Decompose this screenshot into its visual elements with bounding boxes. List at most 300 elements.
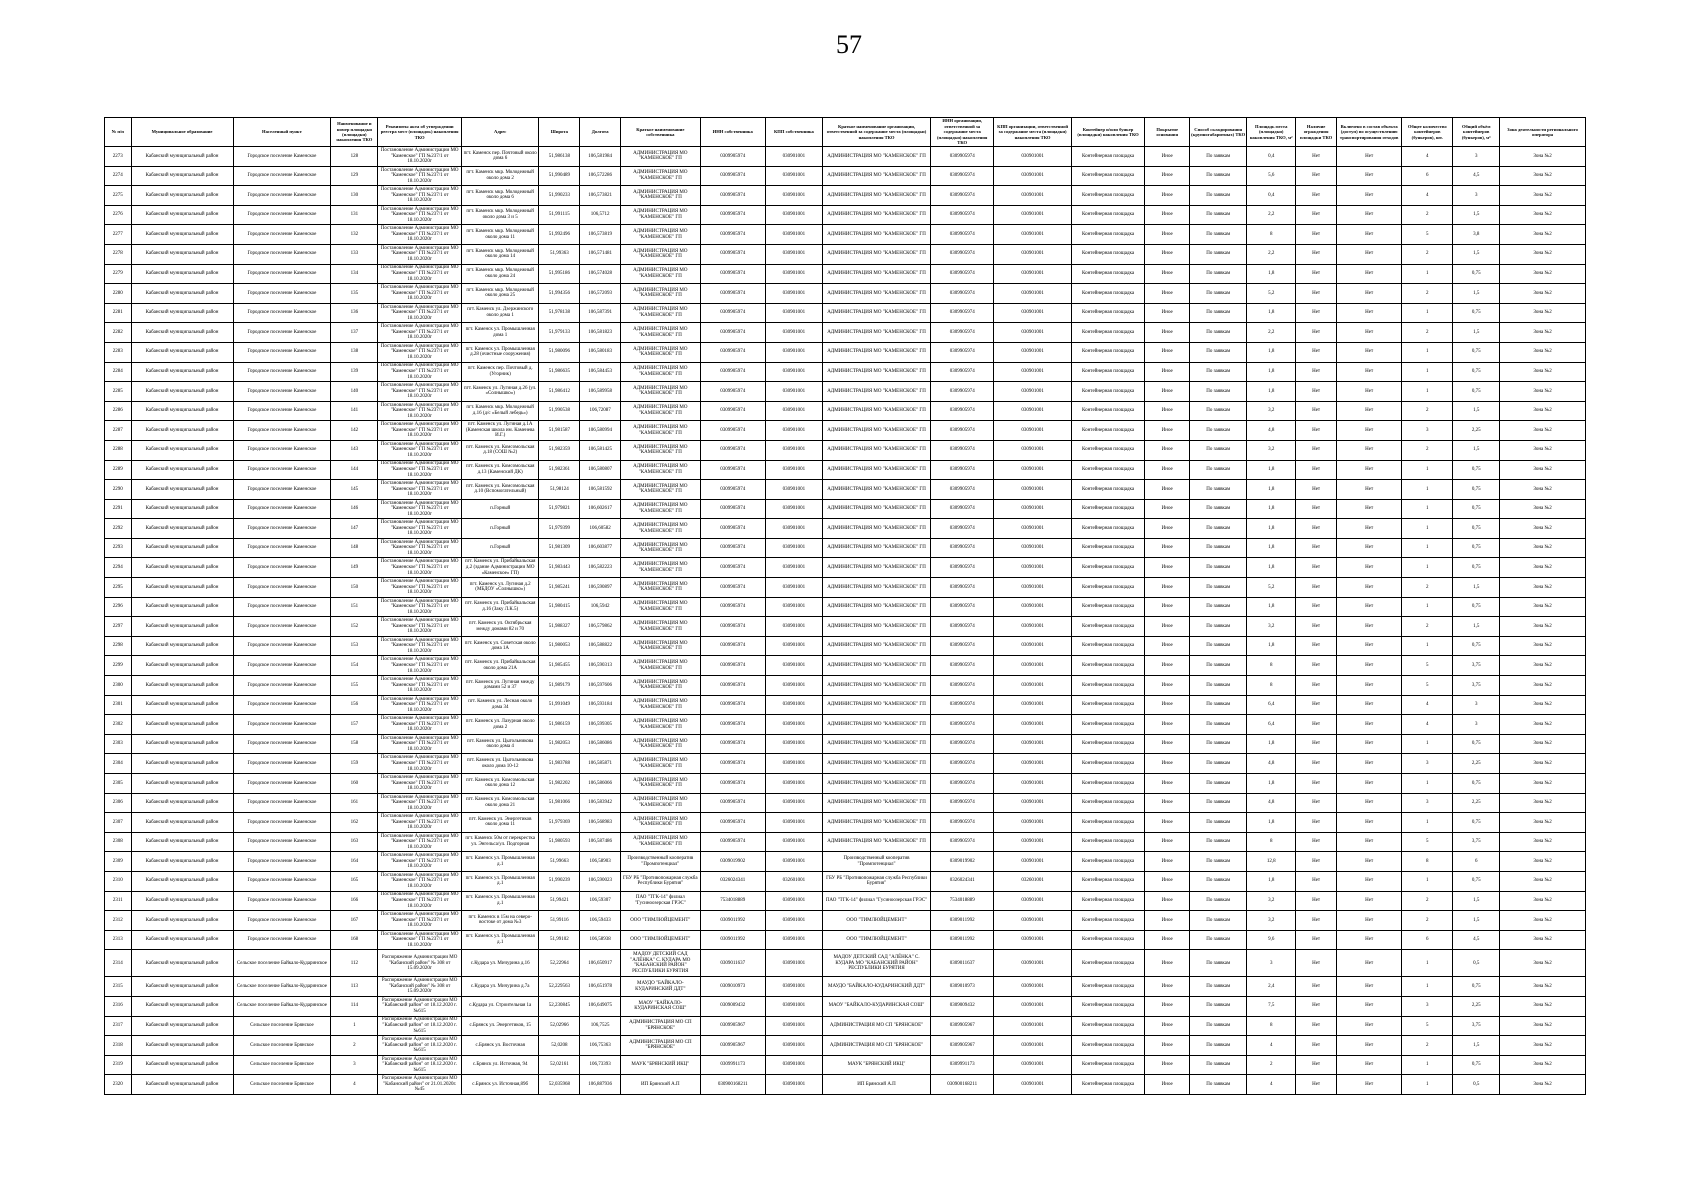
table-cell: Иное	[1145, 832, 1190, 852]
table-cell: 0309905974	[931, 734, 994, 754]
table-cell: 030901001	[765, 1016, 822, 1036]
table-cell: 030901001	[765, 676, 822, 696]
table-cell: Нет	[1337, 734, 1402, 754]
table-cell: Контейнерная площадка	[1071, 578, 1144, 598]
table-cell: 3	[1453, 186, 1500, 206]
table-cell: 030901001	[994, 147, 1072, 167]
table-row	[105, 871, 1586, 891]
table-cell: Контейнерная площадка	[1071, 597, 1144, 617]
table-cell: АДМИНИСТРАЦИЯ МО "КАМЕНСКОЕ" ГП	[621, 656, 701, 676]
table-cell: Городское поселение Каменское	[233, 656, 331, 676]
table-row	[105, 977, 1586, 997]
table-cell: 1,8	[1247, 303, 1296, 323]
table-cell: 51,990239	[539, 871, 580, 891]
table-cell: пгт. Каменск мкр. Молодежный около дома 3 и 5	[461, 205, 539, 225]
table-cell: 2,2	[1247, 205, 1296, 225]
table-cell: 0309905974	[931, 558, 994, 578]
table-cell: АДМИНИСТРАЦИЯ МО "КАМЕНСКОЕ" ГП	[822, 264, 930, 284]
table-cell: По заявкам	[1190, 636, 1247, 656]
table-cell: Нет	[1296, 264, 1337, 284]
table-cell: Кабанский муниципальный район	[131, 996, 233, 1016]
table-cell: Нет	[1296, 480, 1337, 500]
table-cell: 52,0208	[539, 1036, 580, 1056]
table-cell: Кабанский муниципальный район	[131, 636, 233, 656]
table-cell: Городское поселение Каменское	[233, 734, 331, 754]
table-cell: Зона №2	[1500, 676, 1586, 696]
table-cell: АДМИНИСТРАЦИЯ МО "КАМЕНСКОЕ" ГП	[822, 480, 930, 500]
table-cell: 152	[331, 617, 378, 637]
table-cell: 138	[331, 342, 378, 362]
table-cell: Контейнерная площадка	[1071, 147, 1144, 167]
table-cell: 1,5	[1453, 205, 1500, 225]
table-cell: АДМИНИСТРАЦИЯ МО "КАМЕНСКОЕ" ГП	[621, 636, 701, 656]
table-cell: Иное	[1145, 244, 1190, 264]
table-cell: Постановление Администрации МО "Каменское" ГП №237/1 от 18.10.2020г	[378, 244, 462, 264]
table-cell: 1,8	[1247, 342, 1296, 362]
column-header: ИНН собственника	[700, 118, 765, 147]
table-cell: Кабанский муниципальный район	[131, 1075, 233, 1095]
table-cell: 2315	[105, 977, 132, 997]
table-cell: 030901001	[994, 578, 1072, 598]
table-cell: 141	[331, 401, 378, 421]
table-cell: 51,980593	[539, 832, 580, 852]
table-cell: 030901001	[765, 538, 822, 558]
table-cell: пгт. Каменск ул. Цыгольникова около дома 4	[461, 734, 539, 754]
table-cell: 1	[1402, 460, 1453, 480]
table-cell: ООО "ТИМЛЮЙЦЕМЕНТ"	[822, 911, 930, 931]
table-cell: Кабанский муниципальный район	[131, 813, 233, 833]
table-cell: Городское поселение Каменское	[233, 225, 331, 245]
table-cell: 030901001	[765, 911, 822, 931]
table-cell: Нет	[1296, 362, 1337, 382]
table-cell: Нет	[1296, 342, 1337, 362]
table-cell: 1,5	[1453, 617, 1500, 637]
table-cell: Городское поселение Каменское	[233, 911, 331, 931]
table-cell: По заявкам	[1190, 891, 1247, 911]
table-cell: АДМИНИСТРАЦИЯ МО "КАМЕНСКОЕ" ГП	[621, 695, 701, 715]
table-cell: Постановление Администрации МО "Каменское" ГП №237/1 от 18.10.2020г	[378, 421, 462, 441]
table-cell: пгт. Каменск ул. Энергетиков около дома 11	[461, 813, 539, 833]
table-cell: Нет	[1337, 264, 1402, 284]
table-cell: 0309905974	[700, 186, 765, 206]
table-row	[105, 166, 1586, 186]
table-cell: Нет	[1337, 754, 1402, 774]
table-cell: 030901001	[765, 342, 822, 362]
table-cell: 030901001	[994, 499, 1072, 519]
table-cell: АДМИНИСТРАЦИЯ МО "КАМЕНСКОЕ" ГП	[621, 715, 701, 735]
table-cell: 51,990233	[539, 186, 580, 206]
table-cell: 1,8	[1247, 636, 1296, 656]
table-cell: 5	[1402, 225, 1453, 245]
table-cell: 106,599305	[580, 715, 621, 735]
table-cell: Нет	[1337, 480, 1402, 500]
table-cell: По заявкам	[1190, 421, 1247, 441]
table-cell: 4	[1247, 1075, 1296, 1095]
table-cell: Иное	[1145, 205, 1190, 225]
table-cell: По заявкам	[1190, 382, 1247, 402]
table-cell: 1,5	[1453, 911, 1500, 931]
table-cell: Городское поселение Каменское	[233, 264, 331, 284]
table-cell: Распоряжение Администрации МО "Кабанский район" от 18.12.2020 г. №615	[378, 1036, 462, 1056]
table-cell: ПАО "ТГК-14" филиал "Гусиноозерская ГРЭС"	[621, 891, 701, 911]
table-cell: Нет	[1337, 284, 1402, 304]
table-cell: 106,5942	[580, 597, 621, 617]
table-cell: По заявкам	[1190, 362, 1247, 382]
table-cell: 030901001	[994, 440, 1072, 460]
column-header: Общее количество контейнеров (бункеров), шт.	[1402, 118, 1453, 147]
table-cell: Нет	[1337, 871, 1402, 891]
table-cell: 0,75	[1453, 636, 1500, 656]
table-cell: 51,991049	[539, 695, 580, 715]
table-cell: Зона №2	[1500, 166, 1586, 186]
table-cell: Зона №2	[1500, 617, 1586, 637]
table-cell: 3,2	[1247, 891, 1296, 911]
table-cell: 0309010973	[700, 977, 765, 997]
table-cell: Нет	[1296, 244, 1337, 264]
table-cell: 030901001	[994, 558, 1072, 578]
table-cell: 0309905974	[931, 774, 994, 794]
table-cell: 106,580183	[580, 342, 621, 362]
table-cell: Постановление Администрации МО "Каменское" ГП №237/1 от 18.10.2020г	[378, 734, 462, 754]
table-cell: Нет	[1296, 519, 1337, 539]
table-cell: Контейнерная площадка	[1071, 225, 1144, 245]
table-row	[105, 1016, 1586, 1036]
table-cell: 106,650917	[580, 950, 621, 977]
table-cell: По заявкам	[1190, 676, 1247, 696]
table-cell: Контейнерная площадка	[1071, 754, 1144, 774]
table-cell: Контейнерная площадка	[1071, 996, 1144, 1016]
table-cell: АДМИНИСТРАЦИЯ МО "КАМЕНСКОЕ" ГП	[822, 538, 930, 558]
table-cell: АДМИНИСТРАЦИЯ МО "КАМЕНСКОЕ" ГП	[822, 362, 930, 382]
table-cell: Городское поселение Каменское	[233, 617, 331, 637]
table-cell: 160	[331, 774, 378, 794]
table-row	[105, 303, 1586, 323]
table-cell: Городское поселение Каменское	[233, 636, 331, 656]
table-cell: АДМИНИСТРАЦИЯ МО "КАМЕНСКОЕ" ГП	[822, 793, 930, 813]
table-cell: АДМИНИСТРАЦИЯ МО "КАМЕНСКОЕ" ГП	[621, 382, 701, 402]
table-cell: 0309905974	[700, 676, 765, 696]
table-cell: АДМИНИСТРАЦИЯ МО "КАМЕНСКОЕ" ГП	[822, 519, 930, 539]
table-cell: Городское поселение Каменское	[233, 597, 331, 617]
table-cell: Нет	[1296, 421, 1337, 441]
table-cell: Кабанский муниципальный район	[131, 911, 233, 931]
table-cell: Кабанский муниципальный район	[131, 186, 233, 206]
table-cell: По заявкам	[1190, 911, 1247, 931]
table-row	[105, 382, 1586, 402]
table-cell: Городское поселение Каменское	[233, 382, 331, 402]
table-cell: Зона №2	[1500, 813, 1586, 833]
table-cell: 8	[1247, 225, 1296, 245]
table-cell: 51,982053	[539, 734, 580, 754]
table-cell: Зона №2	[1500, 225, 1586, 245]
table-cell: АДМИНИСТРАЦИЯ МО "КАМЕНСКОЕ" ГП	[822, 832, 930, 852]
table-cell: Иное	[1145, 538, 1190, 558]
table-cell: Нет	[1337, 695, 1402, 715]
table-cell: 129	[331, 166, 378, 186]
table-cell: 0309905974	[931, 480, 994, 500]
table-cell: 2311	[105, 891, 132, 911]
table-cell: Нет	[1337, 930, 1402, 950]
table-cell: Кабанский муниципальный район	[131, 578, 233, 598]
table-cell: 1	[331, 1016, 378, 1036]
table-cell: Нет	[1296, 558, 1337, 578]
table-cell: 1	[1402, 499, 1453, 519]
table-cell: АДМИНИСТРАЦИЯ МО "КАМЕНСКОЕ" ГП	[621, 284, 701, 304]
table-cell: Контейнерная площадка	[1071, 793, 1144, 813]
table-cell: Кабанский муниципальный район	[131, 401, 233, 421]
table-row	[105, 244, 1586, 264]
table-cell: 1	[1402, 558, 1453, 578]
table-cell: 2,25	[1453, 793, 1500, 813]
table-cell: Нет	[1296, 284, 1337, 304]
table-cell: 3,8	[1453, 225, 1500, 245]
table-cell: АДМИНИСТРАЦИЯ МО "КАМЕНСКОЕ" ГП	[621, 754, 701, 774]
table-cell: АДМИНИСТРАЦИЯ МО "КАМЕНСКОЕ" ГП	[621, 186, 701, 206]
table-cell: Иное	[1145, 734, 1190, 754]
table-cell: Нет	[1296, 636, 1337, 656]
table-cell: Контейнерная площадка	[1071, 695, 1144, 715]
table-cell: 0,75	[1453, 519, 1500, 539]
table-cell: Городское поселение Каменское	[233, 186, 331, 206]
table-cell: Постановление Администрации МО "Каменское" ГП №237/1 от 18.10.2020г	[378, 597, 462, 617]
table-cell: 6,4	[1247, 695, 1296, 715]
table-cell: 2,25	[1453, 754, 1500, 774]
table-cell: Нет	[1337, 166, 1402, 186]
table-cell: 0309905974	[931, 499, 994, 519]
table-cell: 106,602617	[580, 499, 621, 519]
table-row	[105, 519, 1586, 539]
table-cell: пгт. Каменск мкр. Молодежный около дома 2	[461, 166, 539, 186]
table-cell: 0309905974	[931, 519, 994, 539]
table-cell: 52,02966	[539, 1016, 580, 1036]
table-cell: 149	[331, 558, 378, 578]
table-cell: 2275	[105, 186, 132, 206]
table-cell: 2320	[105, 1075, 132, 1095]
table-cell: 106,60582	[580, 519, 621, 539]
table-cell: 1	[1402, 519, 1453, 539]
table-cell: Нет	[1296, 303, 1337, 323]
table-cell: 3	[1402, 421, 1453, 441]
table-cell: Зона №2	[1500, 996, 1586, 1016]
table-cell: Постановление Администрации МО "Каменское" ГП №237/1 от 18.10.2020г	[378, 578, 462, 598]
table-cell: По заявкам	[1190, 166, 1247, 186]
table-cell: АДМИНИСТРАЦИЯ МО "КАМЕНСКОЕ" ГП	[822, 734, 930, 754]
table-cell: 159	[331, 754, 378, 774]
table-row	[105, 950, 1586, 977]
table-row	[105, 362, 1586, 382]
column-header: Зона деятельности регионального оператора	[1500, 118, 1586, 147]
table-cell: 2	[1402, 578, 1453, 598]
table-row	[105, 734, 1586, 754]
table-cell: 106,7525	[580, 1016, 621, 1036]
table-cell: 0309905974	[931, 832, 994, 852]
table-cell: 030901001	[994, 460, 1072, 480]
table-cell: 136	[331, 303, 378, 323]
table-cell: 030901001	[765, 323, 822, 343]
table-cell: с.Кудара ул. Строительная 1а	[461, 996, 539, 1016]
table-cell: 0309905974	[700, 813, 765, 833]
table-cell: Иное	[1145, 382, 1190, 402]
table-cell: 2309	[105, 852, 132, 872]
table-cell: АДМИНИСТРАЦИЯ МО "КАМЕНСКОЕ" ГП	[621, 166, 701, 186]
table-cell: Нет	[1337, 440, 1402, 460]
table-cell: 52,229563	[539, 977, 580, 997]
table-cell: Контейнерная площадка	[1071, 891, 1144, 911]
table-cell: Зона №2	[1500, 342, 1586, 362]
table-cell: Нет	[1296, 754, 1337, 774]
table-cell: 5	[1402, 832, 1453, 852]
table-cell: 0,75	[1453, 734, 1500, 754]
table-cell: п.Горный	[461, 499, 539, 519]
table-cell: 7534018889	[931, 891, 994, 911]
table-cell: 0309905974	[700, 264, 765, 284]
table-row	[105, 147, 1586, 167]
table-cell: АДМИНИСТРАЦИЯ МО "КАМЕНСКОЕ" ГП	[621, 342, 701, 362]
table-cell: 51,992496	[539, 225, 580, 245]
table-cell: Зона №2	[1500, 186, 1586, 206]
table-cell: 0309905974	[931, 244, 994, 264]
table-cell: АДМИНИСТРАЦИЯ МО "КАМЕНСКОЕ" ГП	[621, 460, 701, 480]
table-cell: Зона №2	[1500, 852, 1586, 872]
table-cell: По заявкам	[1190, 695, 1247, 715]
table-cell: Зона №2	[1500, 284, 1586, 304]
table-row	[105, 1075, 1586, 1095]
table-cell: Нет	[1296, 225, 1337, 245]
table-cell: 0309905974	[700, 754, 765, 774]
table-cell: Контейнерная площадка	[1071, 774, 1144, 794]
table-cell: Городское поселение Каменское	[233, 519, 331, 539]
table-cell: 0309905974	[700, 362, 765, 382]
table-cell: Сельское поселение Брянское	[233, 1016, 331, 1036]
table-cell: 0309905974	[700, 597, 765, 617]
table-cell: Постановление Администрации МО "Каменское" ГП №237/1 от 18.10.2020г	[378, 715, 462, 735]
table-cell: 144	[331, 460, 378, 480]
table-cell: Зона №2	[1500, 695, 1586, 715]
table-cell: 51,99663	[539, 852, 580, 872]
table-cell: Постановление Администрации МО "Каменское" ГП №237/1 от 18.10.2020г	[378, 323, 462, 343]
table-cell: По заявкам	[1190, 538, 1247, 558]
table-row	[105, 480, 1586, 500]
table-cell: 106,572286	[580, 166, 621, 186]
table-cell: Иное	[1145, 225, 1190, 245]
table-cell: АДМИНИСТРАЦИЯ МО "КАМЕНСКОЕ" ГП	[822, 754, 930, 774]
table-cell: 106,586066	[580, 774, 621, 794]
table-cell: Контейнерная площадка	[1071, 186, 1144, 206]
table-cell: 3	[1402, 996, 1453, 1016]
table-cell: 51,985455	[539, 656, 580, 676]
column-header: Площадь места (площадки) накопления ТКО, м²	[1247, 118, 1296, 147]
table-cell: 030901001	[994, 1036, 1072, 1056]
table-cell: Контейнерная площадка	[1071, 930, 1144, 950]
table-cell: Зона №2	[1500, 774, 1586, 794]
table-cell: 4	[1402, 695, 1453, 715]
table-cell: 4,8	[1247, 754, 1296, 774]
table-cell: Контейнерная площадка	[1071, 284, 1144, 304]
table-cell: АДМИНИСТРАЦИЯ МО "КАМЕНСКОЕ" ГП	[822, 401, 930, 421]
table-cell: 3,75	[1453, 676, 1500, 696]
table-cell: По заявкам	[1190, 440, 1247, 460]
table-cell: Нет	[1337, 205, 1402, 225]
table-row	[105, 793, 1586, 813]
table-cell: 106,573821	[580, 186, 621, 206]
table-cell: 0309011992	[700, 911, 765, 931]
table-cell: 030901001	[994, 225, 1072, 245]
table-cell: Контейнерная площадка	[1071, 852, 1144, 872]
table-cell: 161	[331, 793, 378, 813]
table-cell: 106,75363	[580, 1036, 621, 1056]
table-cell: Иное	[1145, 852, 1190, 872]
table-cell: 106,586086	[580, 734, 621, 754]
table-row	[105, 421, 1586, 441]
table-cell: АДМИНИСТРАЦИЯ МО "КАМЕНСКОЕ" ГП	[822, 440, 930, 460]
table-cell: АДМИНИСТРАЦИЯ МО "КАМЕНСКОЕ" ГП	[621, 558, 701, 578]
table-row	[105, 342, 1586, 362]
table-cell: 0326024341	[931, 871, 994, 891]
table-cell: пгт. Каменск ул. Дзержинского около дома 1	[461, 303, 539, 323]
table-cell: 106,58938	[580, 930, 621, 950]
table-cell: Кабанский муниципальный район	[131, 264, 233, 284]
table-cell: АДМИНИСТРАЦИЯ МО "КАМЕНСКОЕ" ГП	[621, 676, 701, 696]
table-cell: 106,583942	[580, 793, 621, 813]
table-cell: 5,6	[1247, 166, 1296, 186]
table-cell: Нет	[1296, 852, 1337, 872]
table-cell: Городское поселение Каменское	[233, 440, 331, 460]
table-cell: 0309905967	[931, 1016, 994, 1036]
table-cell: 030901001	[994, 303, 1072, 323]
table-cell: 0,75	[1453, 342, 1500, 362]
table-cell: 3,2	[1247, 440, 1296, 460]
table-cell: Кабанский муниципальный район	[131, 225, 233, 245]
table-cell: Кабанский муниципальный район	[131, 977, 233, 997]
table-cell: Зона №2	[1500, 578, 1586, 598]
table-cell: Кабанский муниципальный район	[131, 676, 233, 696]
table-cell: Контейнерная площадка	[1071, 813, 1144, 833]
table-cell: 0309905974	[700, 656, 765, 676]
table-cell: 3	[1247, 950, 1296, 977]
table-cell: 030901001	[765, 636, 822, 656]
table-cell: Нет	[1296, 617, 1337, 637]
table-cell: По заявкам	[1190, 950, 1247, 977]
table-cell: 4,5	[1453, 930, 1500, 950]
table-cell: 6	[1402, 930, 1453, 950]
table-cell: АДМИНИСТРАЦИЯ МО "КАМЕНСКОЕ" ГП	[822, 656, 930, 676]
table-cell: 106,582223	[580, 558, 621, 578]
table-cell: 1,8	[1247, 813, 1296, 833]
table-cell: Контейнерная площадка	[1071, 832, 1144, 852]
table-cell: Зона №2	[1500, 460, 1586, 480]
table-cell: Городское поселение Каменское	[233, 421, 331, 441]
table-cell: 2312	[105, 911, 132, 931]
table-row	[105, 323, 1586, 343]
table-cell: МАУК "БРЯНСКИЙ ИКЦ"	[621, 1055, 701, 1075]
table-cell: Иное	[1145, 460, 1190, 480]
table-cell: пгт. Каменск ул. Советская около дома 1А	[461, 636, 539, 656]
table-cell: Зона №2	[1500, 832, 1586, 852]
table-cell: ООО "ТИМЛЮЙЦЕМЕНТ"	[621, 930, 701, 950]
table-cell: 0309905967	[700, 1016, 765, 1036]
table-cell: 51,994356	[539, 284, 580, 304]
column-header: Способ складирования (крупногабаритных) ТКО	[1190, 118, 1247, 147]
table-cell: 2291	[105, 499, 132, 519]
table-cell: 030901001	[765, 205, 822, 225]
table-cell: 8	[1402, 852, 1453, 872]
table-cell: Нет	[1337, 1016, 1402, 1036]
table-cell: Городское поселение Каменское	[233, 147, 331, 167]
table-cell: 2288	[105, 440, 132, 460]
table-cell: По заявкам	[1190, 264, 1247, 284]
table-cell: Нет	[1296, 734, 1337, 754]
table-cell: с.Кудара ул. Мичурина д.7а	[461, 977, 539, 997]
